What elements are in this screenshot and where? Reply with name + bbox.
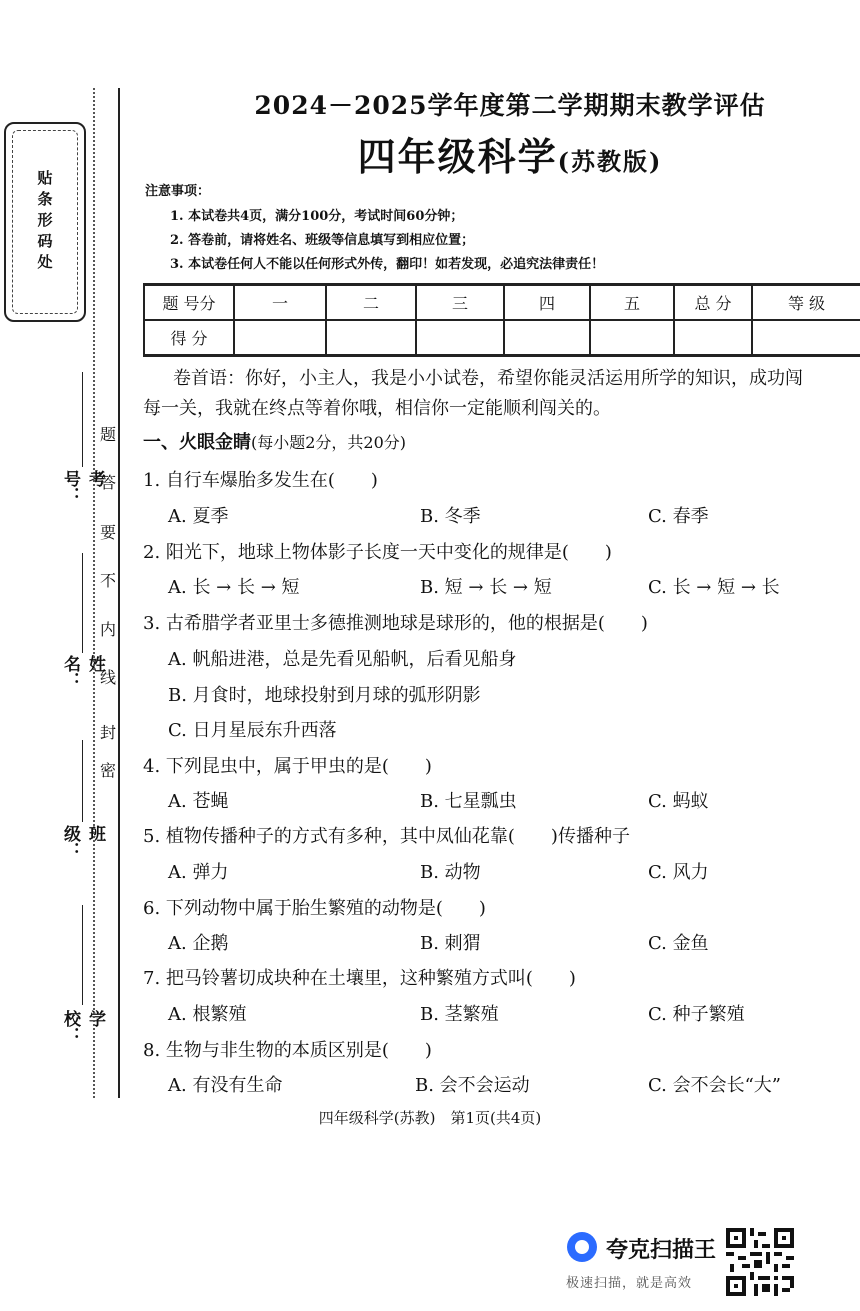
seal-solid-line [118,88,120,1098]
name-field[interactable] [58,655,105,691]
barcode-label: 贴条形码处 [35,169,54,275]
score-header-cell: 四 [504,285,590,321]
score-cell[interactable] [674,320,752,356]
question-option[interactable]: C. 蚂蚁 [648,791,709,812]
exam-title [160,126,860,181]
question-option[interactable]: B. 动物 [420,862,481,883]
score-cell[interactable] [752,320,860,356]
question-stem: 6. 下列动物中属于胎生繁殖的动物是( ) [143,898,486,919]
question-option[interactable]: C. 会不会长“大” [648,1075,781,1096]
section-note: (每小题2分，共20分) [251,433,407,452]
question-option[interactable]: C. 种子繁殖 [648,1004,745,1025]
seal-char: 内 [99,620,116,639]
school-line [82,905,83,1005]
scanner-logo-icon [567,1232,597,1262]
name-line [82,553,83,653]
question-option[interactable]: C. 风力 [648,862,709,883]
score-cell[interactable] [326,320,416,356]
score-header-cell: 一 [234,285,326,321]
score-table-score-row [144,320,860,356]
exam-number-field[interactable] [58,470,105,506]
question-option[interactable]: B. 月食时，地球投射到月球的弧形阴影 [168,685,481,706]
score-header-cell: 等 级 [752,285,860,321]
question-stem: 7. 把马铃薯切成块种在土壤里，这种繁殖方式叫( ) [143,968,576,989]
score-cell[interactable] [416,320,504,356]
seal-char: 要 [99,523,116,542]
page-footer: 四年级科学(苏教) 第1页(共4页) [318,1109,542,1127]
question-stem: 8. 生物与非生物的本质区别是( ) [143,1040,432,1061]
question-option[interactable]: C. 长 → 短 → 长 [648,577,780,598]
seal-char: 密 [99,761,116,780]
qr-code-icon [726,1228,794,1296]
intro-line: 每一关，我就在终点等着你哦，相信你一定能顺利闯关的。 [143,398,611,419]
score-row-label: 得 分 [144,320,234,356]
scanner-tagline: 极速扫描，就是高效 [566,1276,693,1291]
exam-number-label: 考号： [60,470,105,504]
seal-char: 答 [99,473,116,492]
question-option[interactable]: B. 刺猬 [420,933,481,954]
score-header-cell: 二 [326,285,416,321]
notice-item: 1. 本试卷共4页，满分100分，考试时间60分钟； [170,209,464,224]
question-option[interactable]: B. 茎繁殖 [420,1004,499,1025]
score-header-cell: 总 分 [674,285,752,321]
question-option[interactable]: C. 春季 [648,506,709,527]
question-stem: 2. 阳光下，地球上物体影子长度一天中变化的规律是( ) [143,542,612,563]
seal-char: 线 [99,668,116,687]
exam-subtitle: 2024－2025学年度第二学期期末教学评估 [254,91,766,120]
question-option[interactable]: A. 夏季 [168,506,229,527]
notice-heading: 注意事项： [145,184,211,199]
question-option[interactable]: A. 企鹅 [168,933,229,954]
question-option[interactable]: C. 日月星辰东升西落 [168,720,337,741]
school-field[interactable] [58,1010,105,1046]
question-option[interactable]: A. 根繁殖 [168,1004,247,1025]
question-option[interactable]: B. 七星瓢虫 [420,791,517,812]
exam-number-line [82,372,83,467]
exam-title-main: 四年级科学 [357,134,558,179]
class-line [82,740,83,822]
seal-char: 题 [99,425,116,444]
seal-char: 封 [99,723,116,742]
question-stem: 4. 下列昆虫中，属于甲虫的是( ) [143,756,432,777]
question-stem: 3. 古希腊学者亚里士多德推测地球是球形的，他的根据是( ) [143,613,648,634]
question-option[interactable]: A. 帆船进港，总是先看见船帆，后看见船身 [168,649,517,670]
class-field[interactable] [58,825,105,861]
question-option[interactable]: A. 有没有生命 [168,1075,283,1096]
name-label: 姓名： [60,655,105,689]
seal-dotted-line [93,88,95,1098]
intro-line: 卷首语：你好，小主人，我是小小试卷，希望你能灵活运用所学的知识，成功闯 [173,368,803,389]
question-option[interactable]: A. 弹力 [168,862,229,883]
score-cell[interactable] [504,320,590,356]
score-table [143,283,860,357]
question-option[interactable]: A. 长 → 长 → 短 [168,577,300,598]
question-stem: 5. 植物传播种子的方式有多种，其中凤仙花靠( )传播种子 [143,826,630,847]
question-option[interactable]: C. 金鱼 [648,933,709,954]
question-stem: 1. 自行车爆胎多发生在( ) [143,470,378,491]
question-option[interactable]: A. 苍蝇 [168,791,229,812]
score-header-cell: 题 号分 [144,285,234,321]
scanner-app-name: 夸克扫描王 [606,1238,717,1263]
score-cell[interactable] [590,320,674,356]
question-option[interactable]: B. 会不会运动 [415,1075,530,1096]
school-label: 学校： [60,1010,105,1044]
score-table-header-row [144,285,860,321]
notice-item: 3. 本试卷任何人不能以任何形式外传，翻印！如若发现，必追究法律责任！ [170,257,605,272]
score-cell[interactable] [234,320,326,356]
seal-char: 不 [99,571,116,590]
class-label: 班级： [60,825,105,859]
barcode-area [4,122,86,322]
score-header-cell: 五 [590,285,674,321]
section-title [143,428,406,454]
question-option[interactable]: B. 冬季 [420,506,481,527]
notice-item: 2. 答卷前，请将姓名、班级等信息填写到相应位置； [170,233,475,248]
score-header-cell: 三 [416,285,504,321]
barcode-area-inner [12,130,78,314]
exam-title-edition: (苏教版) [557,147,663,176]
question-option[interactable]: B. 短 → 长 → 短 [420,577,552,598]
section-title-text: 一、火眼金睛 [143,432,251,453]
